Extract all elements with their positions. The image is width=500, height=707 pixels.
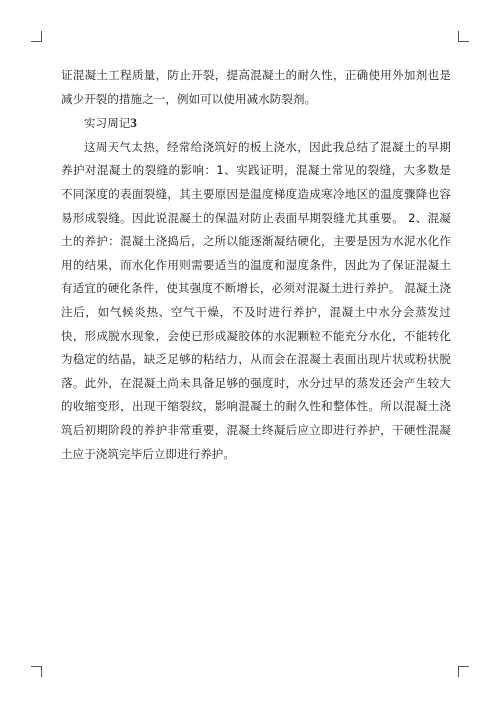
crop-mark-top-left bbox=[31, 31, 42, 42]
paragraph-continued: 证混凝土工程质量，防止开裂，提高混凝土的耐久性，正确使用外加剂也是减少开裂的措施之一，例如可以使用减水防裂剂。 bbox=[61, 68, 451, 106]
document-body bbox=[61, 64, 451, 466]
section-heading bbox=[61, 111, 451, 136]
crop-mark-bottom-left bbox=[31, 666, 42, 677]
paragraph-main: 这周天气太热，经常给浇筑好的板上浇水，因此我总结了混凝土的早期养护对混凝土的裂缝的影响：1、实践证明，混凝土常见的裂缝，大多数是不同深度的表面裂缝，其主要原因是温度梯度造成寒冷地区的温度骤降也容易形成裂缝。因此说混凝土的保温对防止表面早期裂缝尤其重要。 2、混凝土的养护：混凝土浇捣后，之所以能逐渐凝结硬化，主要是因为水泥水化作用的结果，而水化作用则需要适当的温度和湿度条件，因此为了保证混凝土有适宜的硬化条件，使其强度不断增长，必须对混凝土进行养护。 混凝土浇注后，如气候炎热、空气干燥，不及时进行养护，混凝土中水分会蒸发过快，形成脱水现象，会使已形成凝胶体的水泥颗粒不能充分水化，不能转化为稳定的结晶，缺乏足够的粘结力，从而会在混凝土表面出现片状或粉状脱落。此外，在混凝土尚未具备足够的强度时，水分过早的蒸发还会产生较大的收缩变形，出现干缩裂纹，影响混凝土的耐久性和整体性。所以混凝土浇筑后初期阶段的养护非常重要，混凝土终凝后应立即进行养护，干硬性混凝土应于浇筑完毕后立即进行养护。 bbox=[61, 139, 451, 461]
crop-mark-top-right bbox=[458, 31, 469, 42]
heading-number: 3 bbox=[130, 115, 138, 131]
heading-text: 实习周记 bbox=[84, 116, 131, 131]
crop-mark-bottom-right bbox=[458, 666, 469, 677]
